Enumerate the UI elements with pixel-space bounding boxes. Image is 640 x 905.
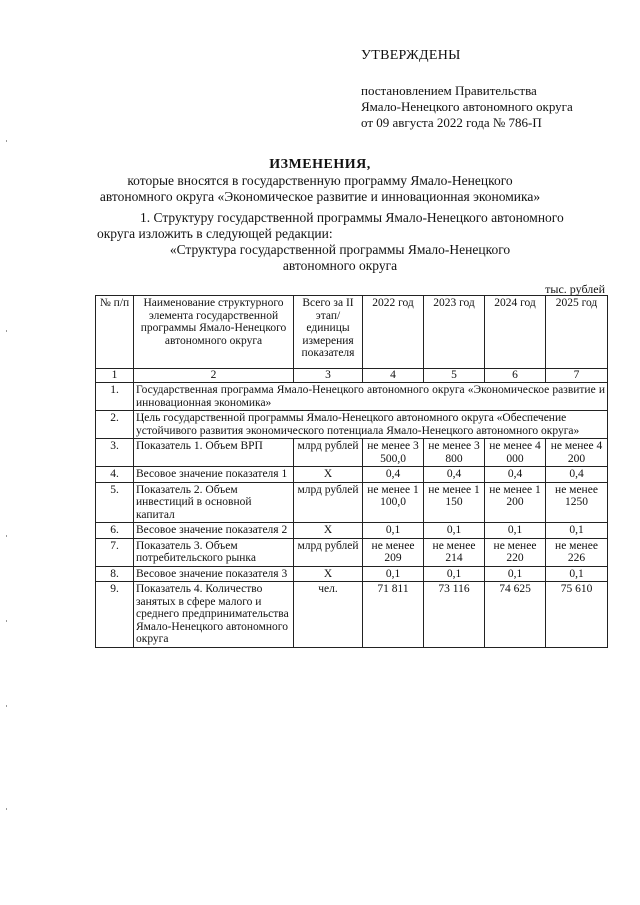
structure-quote — [100, 242, 580, 274]
row-2023: не менее 214 — [424, 538, 485, 566]
row-2023: 0,1 — [424, 566, 485, 582]
row-unit: млрд рублей — [294, 439, 363, 467]
row-unit: млрд рублей — [294, 538, 363, 566]
document-title: ИЗМЕНЕНИЯ, — [269, 157, 371, 172]
row-name: Показатель 4. Количество занятых в сфере малого и среднего предпринимательства Ямало-Ненецкого автономного округа — [134, 582, 294, 648]
column-number: 7 — [546, 369, 608, 383]
row-2024: 0,1 — [485, 566, 546, 582]
row-2022: 0,4 — [363, 467, 424, 483]
header-2025: 2025 год — [546, 296, 608, 369]
structure-table — [95, 295, 608, 648]
program-goal-cell: Цель государственной программы Ямало-Ненецкого автономного округа «Обеспечение устойчивого развития экономического потенциала Ямало-Ненецкого автономного округа» — [134, 411, 608, 439]
table-row — [96, 482, 608, 523]
row-2022: 71 811 — [363, 582, 424, 648]
table-header-row — [96, 296, 608, 369]
row-2022: 0,1 — [363, 566, 424, 582]
row-name: Весовое значение показателя 2 — [134, 523, 294, 539]
row-2025: 0,1 — [546, 566, 608, 582]
program-name-cell: Государственная программа Ямало-Ненецкого автономного округа «Экономическое развитие и инновационная экономика» — [134, 383, 608, 411]
row-2023: 0,4 — [424, 467, 485, 483]
row-number: 1. — [96, 383, 134, 411]
row-2024: 0,4 — [485, 467, 546, 483]
subtitle-line-2: автономного округа «Экономическое развитие и инновационная экономика» — [99, 189, 541, 204]
row-number: 9. — [96, 582, 134, 648]
table-row — [96, 523, 608, 539]
row-2022: 0,1 — [363, 523, 424, 539]
header-name: Наименование структурного элемента государственной программы Ямало-Ненецкого автономного округа — [134, 296, 294, 369]
column-number: 3 — [294, 369, 363, 383]
row-unit: X — [294, 566, 363, 582]
header-2024: 2024 год — [485, 296, 546, 369]
row-unit: чел. — [294, 582, 363, 648]
paragraph-line-2: округа изложить в следующей редакции: — [97, 226, 333, 241]
table-row — [96, 582, 608, 648]
row-number: 3. — [96, 439, 134, 467]
row-unit: млрд рублей — [294, 482, 363, 523]
row-number: 4. — [96, 467, 134, 483]
table-row — [96, 411, 608, 439]
column-number: 5 — [424, 369, 485, 383]
row-2025: 0,4 — [546, 467, 608, 483]
paragraph-line-1: 1. Структуру государственной программы Ямало-Ненецкого автономного — [140, 210, 564, 225]
row-2025: 0,1 — [546, 523, 608, 539]
row-2024: 0,1 — [485, 523, 546, 539]
row-2022: не менее 1 100,0 — [363, 482, 424, 523]
header-2022: 2022 год — [363, 296, 424, 369]
column-number: 1 — [96, 369, 134, 383]
row-name: Весовое значение показателя 1 — [134, 467, 294, 483]
header-total: Всего за II этап/ единицы измерения показателя — [294, 296, 363, 369]
margin-dots — [6, 0, 8, 905]
row-name: Показатель 2. Объем инвестиций в основной капитал — [134, 482, 294, 523]
row-number: 8. — [96, 566, 134, 582]
header-2023: 2023 год — [424, 296, 485, 369]
column-number: 4 — [363, 369, 424, 383]
row-unit: X — [294, 523, 363, 539]
column-number: 6 — [485, 369, 546, 383]
approval-title: УТВЕРЖДЕНЫ — [361, 48, 461, 63]
row-2025: не менее 1250 — [546, 482, 608, 523]
row-2025: не менее 4 200 — [546, 439, 608, 467]
row-number: 7. — [96, 538, 134, 566]
approval-line-3: от 09 августа 2022 года № 786-П — [361, 115, 542, 130]
table-row — [96, 538, 608, 566]
row-number: 6. — [96, 523, 134, 539]
row-2023: не менее 1 150 — [424, 482, 485, 523]
column-number-row — [96, 369, 608, 383]
column-number: 2 — [134, 369, 294, 383]
row-2024: не менее 1 200 — [485, 482, 546, 523]
quote-line-2: автономного округа — [282, 258, 398, 273]
row-2022: не менее 209 — [363, 538, 424, 566]
row-2025: не менее 226 — [546, 538, 608, 566]
row-2024: не менее 4 000 — [485, 439, 546, 467]
approval-line-2: Ямало-Ненецкого автономного округа — [361, 99, 573, 114]
row-2023: 73 116 — [424, 582, 485, 648]
row-unit: X — [294, 467, 363, 483]
row-2023: не менее 3 800 — [424, 439, 485, 467]
quote-line-1: «Структура государственной программы Ямало-Ненецкого — [169, 242, 511, 257]
header-num: № п/п — [96, 296, 134, 369]
row-2024: 74 625 — [485, 582, 546, 648]
document-subtitle — [20, 173, 620, 205]
table-row — [96, 566, 608, 582]
approval-block — [361, 48, 621, 131]
table-row — [96, 383, 608, 411]
row-name: Весовое значение показателя 3 — [134, 566, 294, 582]
row-2024: не менее 220 — [485, 538, 546, 566]
table-row — [96, 467, 608, 483]
row-number: 5. — [96, 482, 134, 523]
approval-line-1: постановлением Правительства — [361, 83, 537, 98]
table-row — [96, 439, 608, 467]
row-2023: 0,1 — [424, 523, 485, 539]
row-2025: 75 610 — [546, 582, 608, 648]
row-name: Показатель 1. Объем ВРП — [134, 439, 294, 467]
row-name: Показатель 3. Объем потребительского рынка — [134, 538, 294, 566]
units-label: тыс. рублей — [545, 282, 605, 296]
row-number: 2. — [96, 411, 134, 439]
row-2022: не менее 3 500,0 — [363, 439, 424, 467]
subtitle-line-1: которые вносятся в государственную программу Ямало-Ненецкого — [127, 173, 513, 188]
